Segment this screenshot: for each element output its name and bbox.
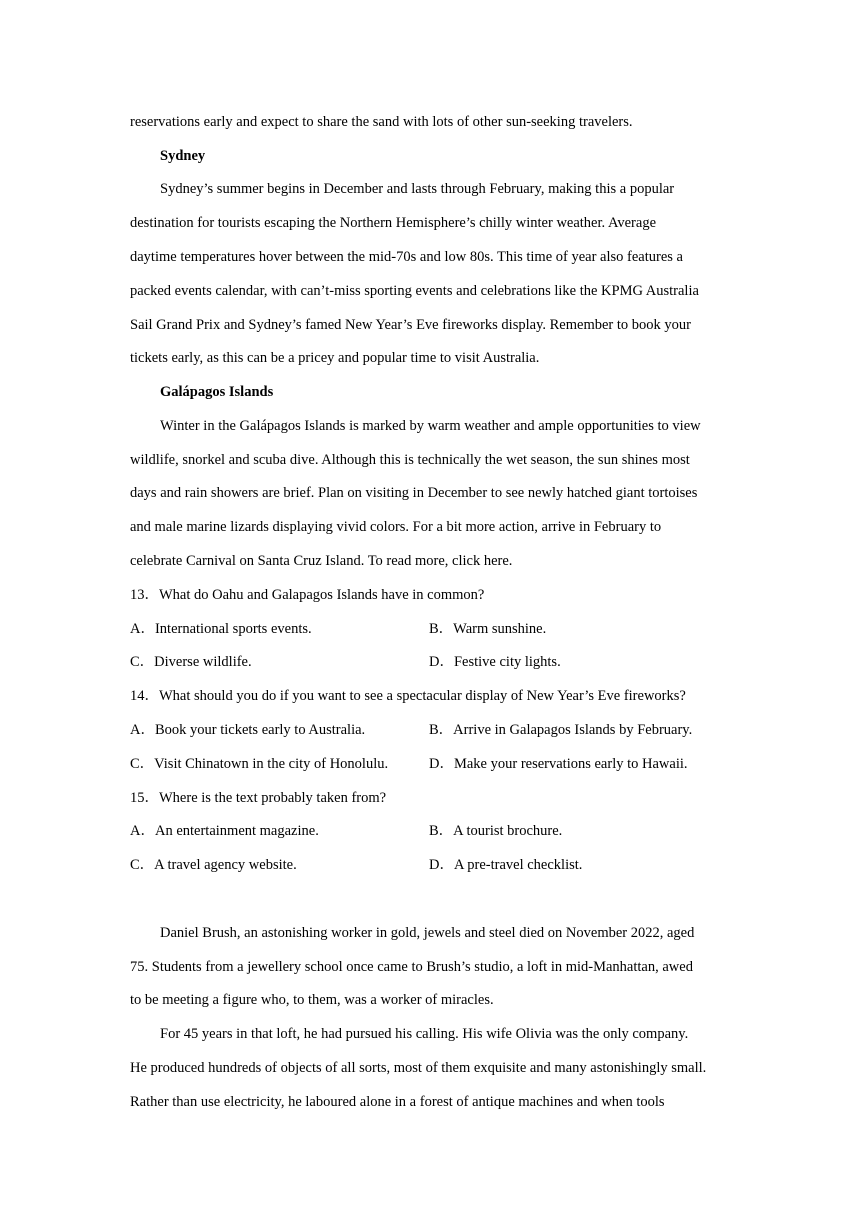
question-15-stem: 15．Where is the text probably taken from? (130, 790, 387, 806)
option-d[interactable]: D．A pre-travel checklist. (429, 857, 583, 873)
sydney-line: daytime temperatures hover between the mid-70s and low 80s. This time of year also features a (130, 249, 683, 265)
option-b[interactable]: B．Arrive in Galapagos Islands by February. (429, 722, 693, 738)
question-14-options-row (130, 720, 740, 740)
question-13-stem: 13．What do Oahu and Galapagos Islands have in common? (130, 587, 485, 603)
option-a[interactable]: A．International sports events. (130, 621, 312, 637)
option-b[interactable]: B．Warm sunshine. (429, 621, 547, 637)
option-c[interactable]: C．A travel agency website. (130, 857, 297, 873)
option-d[interactable]: D．Make your reservations early to Hawaii. (429, 756, 688, 772)
sydney-heading: Sydney (160, 148, 206, 164)
brush-line: Daniel Brush, an astonishing worker in gold, jewels and steel died on November 2022, aged (160, 925, 695, 941)
brush-line: 75. Students from a jewellery school once came to Brush’s studio, a loft in mid-Manhattan, awed (130, 959, 693, 975)
galapagos-line: days and rain showers are brief. Plan on visiting in December to see newly hatched giant tortoises (130, 485, 698, 501)
option-a[interactable]: A．An entertainment magazine. (130, 823, 319, 839)
brush-line: to be meeting a figure who, to them, was a worker of miracles. (130, 992, 494, 1008)
sydney-line: destination for tourists escaping the Northern Hemisphere’s chilly winter weather. Average (130, 215, 657, 231)
galapagos-line: and male marine lizards displaying vivid colors. For a bit more action, arrive in February to (130, 519, 662, 535)
question-14-options-row (130, 754, 740, 774)
galapagos-heading: Galápagos Islands (160, 384, 274, 400)
question-15-options-row (130, 855, 740, 875)
brush-line: He produced hundreds of objects of all sorts, most of them exquisite and many astonishingly small. (130, 1060, 707, 1076)
galapagos-line: wildlife, snorkel and scuba dive. Although this is technically the wet season, the sun shines most (130, 452, 690, 468)
option-c[interactable]: C．Diverse wildlife. (130, 654, 252, 670)
option-a[interactable]: A．Book your tickets early to Australia. (130, 722, 366, 738)
sydney-line: tickets early, as this can be a pricey and popular time to visit Australia. (130, 350, 540, 366)
galapagos-line: celebrate Carnival on Santa Cruz Island. To read more, click here. (130, 553, 513, 569)
question-15-options-row (130, 821, 740, 841)
option-b[interactable]: B．A tourist brochure. (429, 823, 563, 839)
galapagos-line: Winter in the Galápagos Islands is marked by warm weather and ample opportunities to view (160, 418, 701, 434)
brush-line: Rather than use electricity, he laboured alone in a forest of antique machines and when tools (130, 1094, 665, 1110)
sydney-line: Sail Grand Prix and Sydney’s famed New Year’s Eve fireworks display. Remember to book your (130, 317, 691, 333)
sydney-line: Sydney’s summer begins in December and lasts through February, making this a popular (160, 181, 675, 197)
brush-line: For 45 years in that loft, he had pursued his calling. His wife Olivia was the only company. (160, 1026, 689, 1042)
question-13-options-row (130, 652, 740, 672)
question-13-options-row (130, 619, 740, 639)
option-d[interactable]: D．Festive city lights. (429, 654, 561, 670)
intro-tail-line: reservations early and expect to share the sand with lots of other sun-seeking travelers. (130, 114, 633, 130)
sydney-line: packed events calendar, with can’t-miss sporting events and celebrations like the KPMG Australia (130, 283, 699, 299)
question-14-stem: 14．What should you do if you want to see a spectacular display of New Year’s Eve fireworks? (130, 688, 686, 704)
option-c[interactable]: C．Visit Chinatown in the city of Honolulu. (130, 756, 389, 772)
